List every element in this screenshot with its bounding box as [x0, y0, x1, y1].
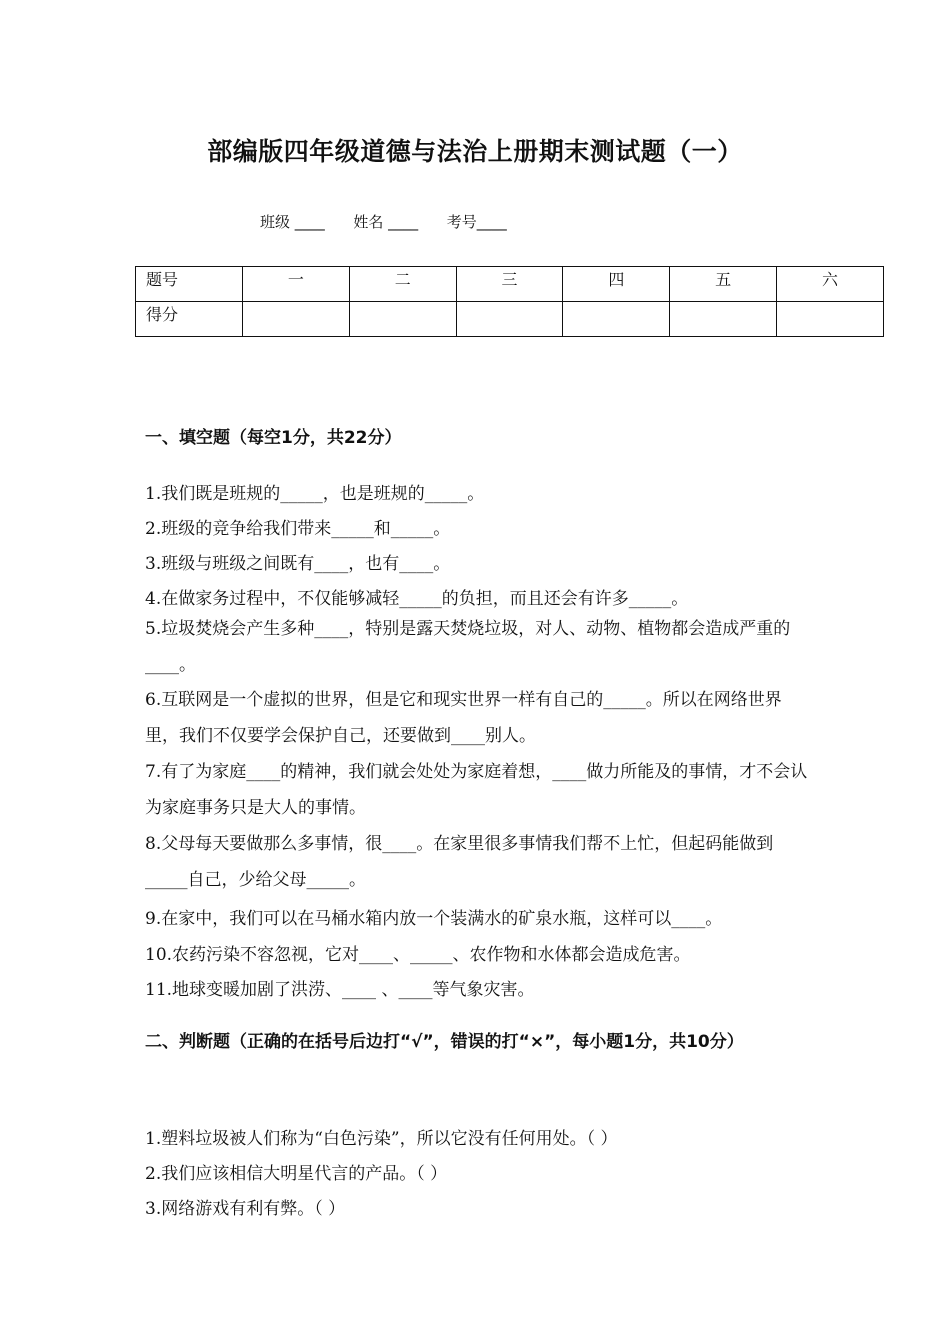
- exam-number-field: 考号____: [446, 213, 507, 231]
- class-field: 班级 ____: [260, 213, 325, 231]
- question-item: 3.班级与班级之间既有____，也有____。: [145, 554, 451, 574]
- question-item: 2.我们应该相信大明星代言的产品。（ ）: [145, 1164, 448, 1184]
- score-table: [135, 266, 884, 337]
- score-header-cell: 二: [349, 267, 456, 302]
- section-1-heading: 一、填空题（每空1分，共22分）: [145, 428, 402, 448]
- name-field: 姓名 ____: [353, 213, 419, 231]
- question-item: 8.父母每天要做那么多事情，很____。在家里很多事情我们帮不上忙，但起码能做到_____自己，少给父母_____。: [145, 834, 774, 890]
- section-2-heading: 二、判断题（正确的在括号后边打“√”，错误的打“×”，每小题1分，共10分）: [145, 1032, 744, 1052]
- score-header-cell: 一: [242, 267, 349, 302]
- score-cell[interactable]: [242, 302, 349, 337]
- score-header-cell: 三: [456, 267, 563, 302]
- question-item: 1.我们既是班规的_____，也是班规的_____。: [145, 484, 485, 504]
- question-item: 5.垃圾焚烧会产生多种____，特别是露天焚烧垃圾，对人、动物、植物都会造成严重的____。: [145, 619, 791, 675]
- score-table-header-row: [136, 267, 884, 302]
- question-item: 2.班级的竞争给我们带来_____和_____。: [145, 519, 451, 539]
- score-header-cell: 六: [777, 267, 884, 302]
- score-header-cell: 四: [563, 267, 670, 302]
- question-item: 7.有了为家庭____的精神，我们就会处处为家庭着想，____做力所能及的事情，才不会认为家庭事务只是大人的事情。: [145, 762, 808, 818]
- score-header-cell: 题号: [136, 267, 243, 302]
- score-cell[interactable]: [349, 302, 456, 337]
- question-item: 4.在做家务过程中，不仅能够减轻_____的负担，而且还会有许多_____。: [145, 589, 689, 609]
- question-item: 3.网络游戏有利有弊。（ ）: [145, 1199, 346, 1219]
- question-item: 6.互联网是一个虚拟的世界，但是它和现实世界一样有自己的_____。所以在网络世界里，我们不仅要学会保护自己，还要做到____别人。: [145, 690, 782, 746]
- question-item: 9.在家中，我们可以在马桶水箱内放一个装满水的矿泉水瓶，这样可以____。: [145, 909, 723, 929]
- score-cell[interactable]: [670, 302, 777, 337]
- score-cell[interactable]: [456, 302, 563, 337]
- score-cell[interactable]: [777, 302, 884, 337]
- question-item: 11.地球变暖加剧了洪涝、____ 、____等气象灾害。: [145, 980, 535, 1000]
- score-row-label: 得分: [136, 302, 243, 337]
- score-table-score-row: [136, 302, 884, 337]
- page-title: 部编版四年级道德与法治上册期末测试题（一）: [207, 137, 743, 166]
- question-item: 10.农药污染不容忽视，它对____、_____、农作物和水体都会造成危害。: [145, 945, 691, 965]
- question-item: 1.塑料垃圾被人们称为“白色污染”，所以它没有任何用处。（ ）: [145, 1129, 618, 1149]
- student-info: [260, 211, 507, 232]
- score-cell[interactable]: [563, 302, 670, 337]
- score-header-cell: 五: [670, 267, 777, 302]
